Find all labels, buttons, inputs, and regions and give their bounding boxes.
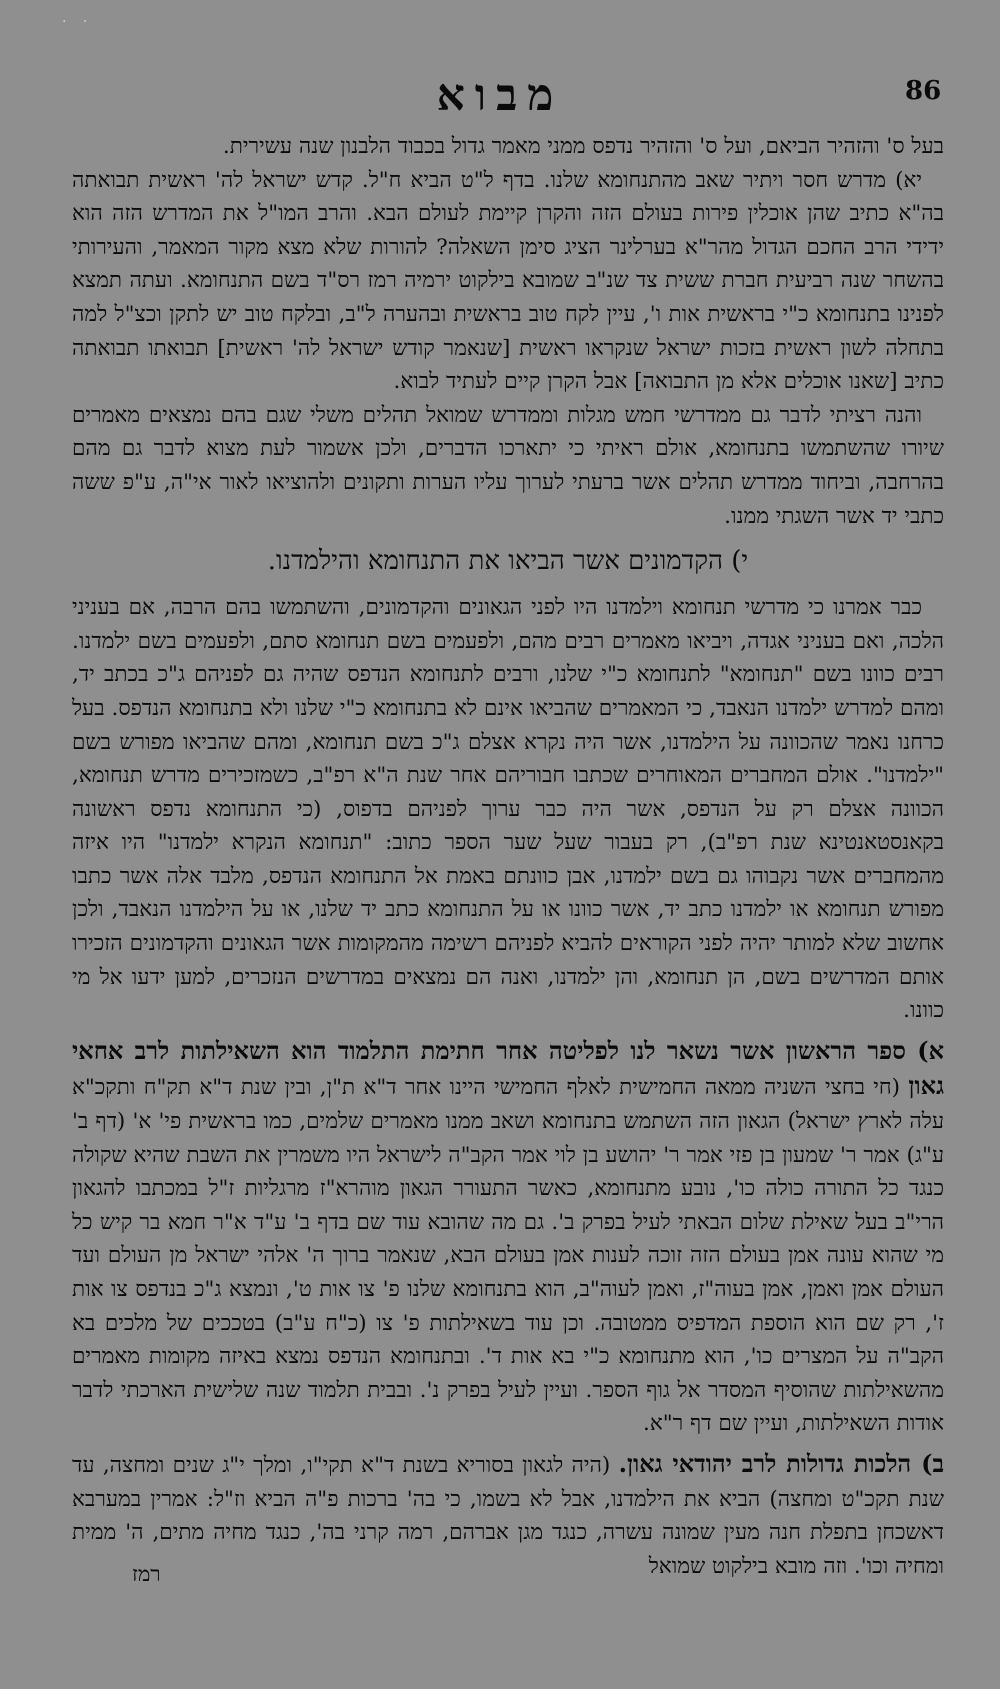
paragraph-4: כבר אמרנו כי מדרשי תנחומא וילמדנו היו לפני הגאונים והקדמונים, והשתמשו בהם הרבה, אם בעניני הלכה, ואם בעניני אגדה, ויביאו מאמרים רבים מהם, ולפעמים בשם תנחומא סתם, ולפעמים בשם ילמדנו. רבים כוונו בשם "תנחומא" לתנחומא כ"י שלנו, ורבים לתנחומא הנדפס שהיה גם לפניהם ג"כ בכתב יד, ומהם למדרש ילמדנו הנאבד, כי המאמרים שהביאו אינם לא בתנחומא כ"י שלנו ולא בתנחומא הנדפס. בעל כרחנו נאמר שהכוונה על הילמדנו, אשר היה נקרא אצלם ג"כ בשם תנחומא, ומהם שהביאו מפורש בשם "ילמדנו". אולם המחברים המאוחרים שכתבו חבוריהם אחר שנת ה"א רפ"ב, כשמזכירים מדרש תנחומא, הכוונה אצלם רק על הנדפס, אשר היה כבר ערוך לפניהם בדפוס, (כי התנחומא נדפס ראשונה בקאנסטאנטינא שנת רפ"ב), רק בעבור שעל שער הספר כתוב: "תנחומא הנקרא ילמדנו" היו איזה מהמחברים אשר נקבוהו גם בשם ילמדנו, אבן כוונתם באמת אל התנחומא הנדפס, מלבד אלה אשר כתבו מפורש תנחומא או ילמדנו כתב יד, אשר כוונו או על התנחומא כתב יד שלנו, או על הילמדנו הנאבד, ולכן אחשוב שלא למותר יהיה לפני הקוראים להביא לפניהם רשימה מהמקומות אשר הגאונים והקדמונים הזכירו אותם המדרשים בשם, הן תנחומא, והן ילמדנו, ואנה הם נמצאים במדרשים הנזכרים, למען ידעו אל מי כוונו.: [72, 595, 944, 1024]
page-number: 86: [905, 76, 942, 106]
catchword: רמז: [132, 1562, 161, 1586]
entry-a-text: (חי בחצי השניה ממאה החמישית לאלף החמישי היינו אחר ד"א ת"ן, ובין שנת ד"א תק"ח ותקכ"א עלה לארץ ישראל) הגאון הזה השתמש בתנחומא ושאב ממנו מאמרים שלמים, כמו בראשית פי' א' (דף ב' ע"ג) אמר ר' שמעון בן פזי אמר ר' יהושע בן לוי אמר הקב"ה לישראל היו משמרין את השבת שהיא שקולה כנגד כל התורה כולה כו', נובע מתנחומא, כאשר התעורר הגאון מוהרא"ז מרגליות ז"ל במכתבו להגאון הרי"ב בעל שאילת שלום הבאתי לעיל בפרק ב'. גם מה שהובא עוד שם בדף ב' ע"ד א"ר חמא בר קיש כל מי שהוא עונה אמן בעולם הזה זוכה לענות אמן בעולם הבא, שנאמר ברוך ה' אלהי ישראל מן העולם ועד העולם אמן ואמן, אמן בעוה"ז, ואמן לעוה"ב, הוא בתנחומא שלנו פ' צו אות ט', ונמצא ג"כ בנדפס צו אות ז', רק שם הוא הוספת המדפיס ממטובה. וכן עוד בשאילתות פ' צו (כ"ח ע"ב) בטככים של מלכים בא הקב"ה על המצרים כו', הוא מתנחומא כ"י בא אות ד'. ובתנחומא הנדפס נמצא באיזה מקומות מאמרים מהשאילתות שהוסיף המסדר אל גוף הספר. ועיין לעיל בפרק נ'. ובבית תלמוד שנה שלישית הארכתי לדבר אודות השאילתות, ועיין שם דף ר"א.: [72, 1075, 944, 1437]
scan-artifact: · ·: [62, 14, 94, 30]
body-text: [72, 130, 944, 1583]
entry-b-text: (היה לגאון בסוריא בשנת ד"א תקי"ו, ומלך י"ג שנים ומחצה, עד שנת תקכ"ט ומחצה) הביא את הילמדנו, אבל לא בשמו, כי בה' ברכות פ"ה הביא וז"ל: אמרין במערבא דאשכחן בתפלת חנה מעין שמונה עשרה, כנגד מגן אברהם, רמה קרני בה', כנגד מחיה מתים, ה' ממית ומחיה וכו'. וזה מובא בילקוט שמואל: [72, 1452, 944, 1579]
page-title: מבוא: [436, 70, 564, 121]
entry-a-lead: א) ספר הראשון אשר נשאר לנו לפליטה אחר חתימת התלמוד הוא השאילתות לרב אחאי גאון: [72, 1035, 944, 1101]
section-heading: י) הקדמונים אשר הביאו את התנחומא והילמדנו.: [267, 546, 749, 577]
paragraph-3: והנה רציתי לדבר גם ממדרשי חמש מגלות וממדרש שמואל תהלים משלי שגם בהם נמצאים מאמרים שיורו שהשתמשו בתנחומא, אולם ראיתי כי יתארכו הדברים, ולכן אשמור לעת מצוא לדבר גם מהם בהרחבה, וביחוד ממדרש תהלים אשר ברעתי לערוך עליו הערות ותקונים ולהוציאו לאור אי"ה, ע"פ ששה כתבי יד אשר השגתי ממנו.: [72, 402, 944, 529]
paragraph-6: [72, 1447, 944, 1583]
paragraph-2: יא) מדרש חסר ויתיר שאב מהתנחומא שלנו. בדף ל"ט הביא ח"ל. קדש ישראל לה' ראשית תבואתה בה"א כתיב שהן אוכלין פירות בעולם הזה והקרן קיימת לעולם הבא. והרב המו"ל את המדרש הזה הוא ידידי הרב החכם הגדול מהר"א בערלינר הציג סימן השאלה? להורות שלא מצא מקור המאמר, והעירותי בהשחר שנה רביעית חברת ששית צד שנ"ב שמובא בילקוט ירמיה רמז רס"ד בשם התנחומא. ועתה תמצא לפנינו בתנחומא כ"י בראשית אות ו', עיין לקח טוב בראשית ובהערה ל"ב, ובלקח טוב יש לתקן וכצ"ל למה בתחלה לשון ראשית בזכות ישראל שנקראו ראשית [שנאמר קודש ישראל לה' ראשית] תבואתו תבואתה כתיב [שאנו אוכלים אלא מן התבואה] אבל הקרן קיים לעתיד לבוא.: [72, 167, 944, 395]
paragraph-1: בעל ס' והזהיר הביאם, ועל ס' והזהיר נדפס ממני מאמר גדול בכבוד הלבנון שנה עשירית.: [222, 134, 944, 159]
paragraph-5: [72, 1034, 944, 1441]
entry-b-lead: ב) הלכות גדולות לרב יהודאי גאון.: [618, 1448, 945, 1478]
page-header: [0, 70, 1000, 130]
